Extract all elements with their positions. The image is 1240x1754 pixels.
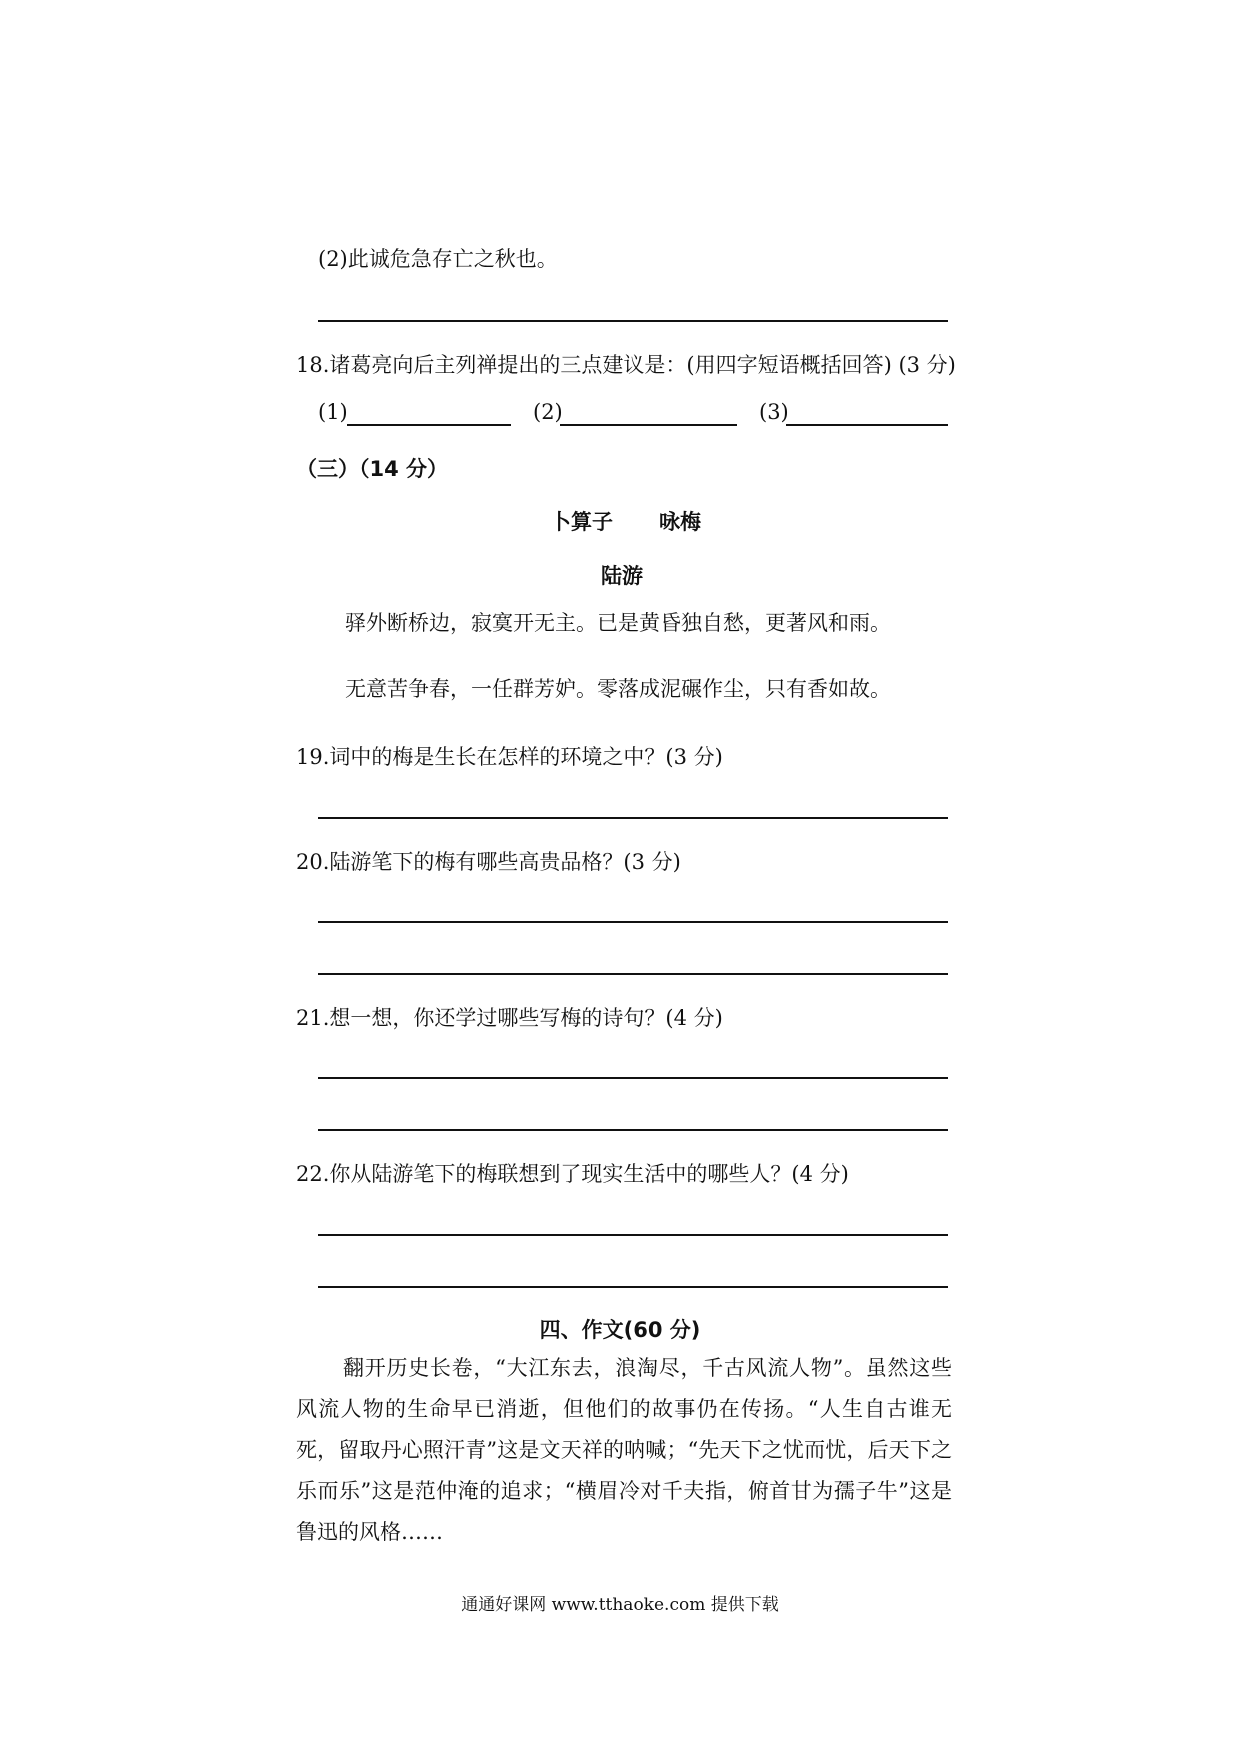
page-footer: 通通好课网 www.tthaoke.com 提供下载 [461,1595,779,1615]
answer-line[interactable] [318,973,948,975]
q18-blank1-line[interactable] [347,424,511,426]
q21-question: 21.想一想，你还学过哪些写梅的诗句？(4 分) [296,1006,723,1030]
poem-line-1: 驿外断桥边，寂寞开无主。已是黄昏独自愁，更著风和雨。 [345,611,891,635]
section3-heading: （三）（14 分） [296,457,449,481]
q18-blank3-label: (3) [759,400,789,424]
q18-blank2-label: (2) [533,400,563,424]
answer-line[interactable] [318,1077,948,1079]
answer-line[interactable] [318,1286,948,1288]
poem-title-right: 咏梅 [659,510,701,534]
answer-line[interactable] [318,1234,948,1236]
answer-line[interactable] [318,921,948,923]
q18-blank3-line[interactable] [786,424,948,426]
q22-question: 22.你从陆游笔下的梅联想到了现实生活中的哪些人？(4 分) [296,1162,849,1186]
answer-line[interactable] [318,817,948,819]
composition-paragraph: 翻开历史长卷，“大江东去，浪淘尽，千古风流人物”。虽然这些风流人物的生命早已消逝，但他们的故事仍在传扬。“人生自古谁无死，留取丹心照汗青”这是文天祥的呐喊；“先天下之忧而忧，后天下之乐而乐”这是范仲淹的追求；“横眉冷对千夫指，俯首甘为孺子牛”这是鲁迅的风格…… [296,1356,952,1544]
section4-heading: 四、作文(60 分) [539,1318,701,1342]
poem-author: 陆游 [601,564,643,588]
q18-question: 18.诸葛亮向后主列禅提出的三点建议是：(用四字短语概括回答) (3 分) [296,353,956,377]
answer-line[interactable] [318,1129,948,1131]
answer-line[interactable] [318,320,948,322]
composition-prompt [296,1348,952,1553]
q18-blank1-label: (1) [318,400,348,424]
q19-question: 19.词中的梅是生长在怎样的环境之中？(3 分) [296,745,723,769]
poem-line-2: 无意苦争春，一任群芳妒。零落成泥碾作尘，只有香如故。 [345,677,891,701]
poem-title-left: 卜算子 [550,510,613,534]
q17-item-2: (2)此诚危急存亡之秋也。 [318,247,558,271]
q18-blank2-line[interactable] [560,424,737,426]
q20-question: 20.陆游笔下的梅有哪些高贵品格？(3 分) [296,850,681,874]
